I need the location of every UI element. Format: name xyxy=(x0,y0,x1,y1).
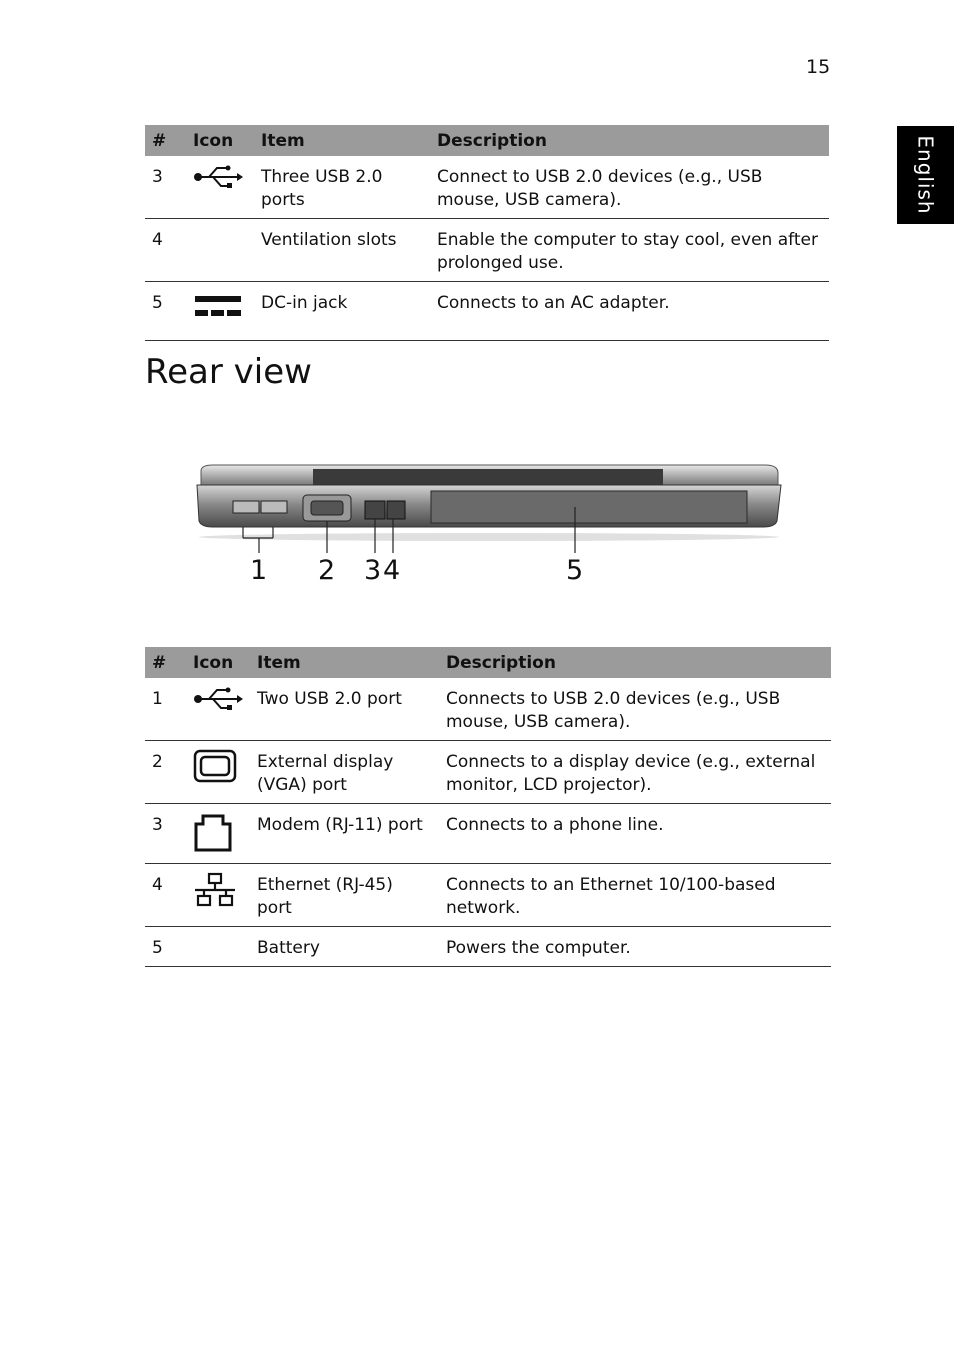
column-header-number: # xyxy=(145,125,186,156)
table-row xyxy=(145,864,831,927)
row-description: Connects to a phone line. xyxy=(439,804,831,864)
column-header-description: Description xyxy=(439,647,831,678)
table-header-row xyxy=(145,647,831,678)
section-title: Rear view xyxy=(145,352,312,392)
column-header-icon: Icon xyxy=(186,125,254,156)
row-description: Connects to USB 2.0 devices (e.g., USB mouse, USB camera). xyxy=(439,678,831,741)
column-header-description: Description xyxy=(430,125,829,156)
table-row xyxy=(145,219,829,282)
figure-callout-1: 1 xyxy=(250,555,268,586)
laptop-rear-view-illustration xyxy=(193,455,785,595)
table-header-row xyxy=(145,125,829,156)
row-number: 3 xyxy=(145,804,186,864)
row-number: 3 xyxy=(145,156,186,219)
row-description: Connects to a display device (e.g., external monitor, LCD projector). xyxy=(439,741,831,804)
table-row xyxy=(145,927,831,967)
row-item: Ethernet (RJ-45) port xyxy=(250,864,439,927)
language-tab-label: English xyxy=(913,135,938,215)
row-item: DC-in jack xyxy=(254,282,430,341)
table-row xyxy=(145,282,829,341)
row-item: Battery xyxy=(250,927,439,967)
row-description: Powers the computer. xyxy=(439,927,831,967)
row-item: Modem (RJ-11) port xyxy=(250,804,439,864)
figure-callout-3: 3 xyxy=(364,555,382,586)
row-item: Ventilation slots xyxy=(254,219,430,282)
front-ports-table xyxy=(145,125,829,341)
row-item: Three USB 2.0 ports xyxy=(254,156,430,219)
figure-callout-5: 5 xyxy=(566,555,584,586)
column-header-item: Item xyxy=(254,125,430,156)
row-description: Connects to an Ethernet 10/100-based network. xyxy=(439,864,831,927)
dc-in-icon xyxy=(193,290,248,320)
table-row xyxy=(145,156,829,219)
column-header-icon: Icon xyxy=(186,647,250,678)
row-number: 5 xyxy=(145,282,186,341)
column-header-number: # xyxy=(145,647,186,678)
table-row xyxy=(145,804,831,864)
table-row xyxy=(145,678,831,741)
row-number: 1 xyxy=(145,678,186,741)
row-description: Connects to an AC adapter. xyxy=(430,282,829,341)
table-row xyxy=(145,741,831,804)
row-number: 4 xyxy=(145,219,186,282)
page-number: 15 xyxy=(806,56,831,78)
usb-icon xyxy=(193,686,244,712)
rear-ports-table xyxy=(145,647,831,967)
vga-port-icon xyxy=(193,749,244,783)
row-description: Connect to USB 2.0 devices (e.g., USB mouse, USB camera). xyxy=(430,156,829,219)
row-number: 5 xyxy=(145,927,186,967)
row-number: 2 xyxy=(145,741,186,804)
ethernet-port-icon xyxy=(193,872,244,908)
figure-callout-2: 2 xyxy=(318,555,336,586)
figure-callout-4: 4 xyxy=(383,555,401,586)
row-description: Enable the computer to stay cool, even after prolonged use. xyxy=(430,219,829,282)
row-number: 4 xyxy=(145,864,186,927)
row-item: External display (VGA) port xyxy=(250,741,439,804)
modem-port-icon xyxy=(193,812,244,852)
column-header-item: Item xyxy=(250,647,439,678)
row-item: Two USB 2.0 port xyxy=(250,678,439,741)
usb-icon xyxy=(193,164,248,190)
language-tab xyxy=(897,126,954,224)
